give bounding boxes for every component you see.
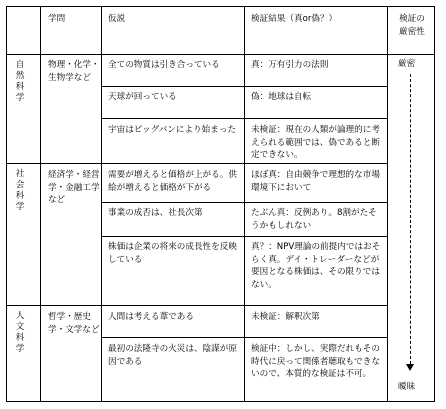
result-cell: 真：万有引力の法則 <box>251 60 329 70</box>
col-divider-2 <box>101 6 102 402</box>
hypothesis-cell: 宇宙はビッグバンにより始まった <box>108 125 237 135</box>
hypothesis-cell: 人間は考える葦である <box>108 312 194 322</box>
arrow-down-icon <box>406 364 414 371</box>
field-label: 経済学・経営学・金融工学など <box>48 170 100 205</box>
row-divider <box>101 337 387 338</box>
header-hypothesis: 仮説 <box>108 14 126 24</box>
hypothesis-cell: 株価は企業の将来の成長性を反映している <box>108 242 237 265</box>
row-divider <box>101 118 387 119</box>
header-result: 検証結果（真or偽？） <box>251 14 338 24</box>
result-cell: 未検証：現在の人類が論理的に考えられる範囲では、偽であると断定できない。 <box>251 125 380 160</box>
category-label: 社会科学 <box>15 169 25 212</box>
row-divider-group-2 <box>6 305 387 306</box>
category-label: 自然科学 <box>15 60 25 103</box>
category-label: 人文科学 <box>15 311 25 354</box>
col-divider-3 <box>244 6 245 402</box>
col-divider-4 <box>387 6 388 402</box>
rigor-bottom-label: 曖昧 <box>398 382 416 392</box>
result-cell: 真？：NPV理論の前提内ではおそらく真。デイ・トレーダーなどが要因となる株価は、その限りではない。 <box>251 242 381 290</box>
row-divider <box>101 202 387 203</box>
hypothesis-cell: 最初の法隆寺の火災は、陰謀が原因である <box>108 344 237 367</box>
result-cell: 検証中：しかし、実際だれもその時代に戻って関係者聴取もできないので、本質的な検証は不可。 <box>251 344 380 379</box>
hypothesis-cell: 需要が増えると価格が上がる。供給が増えると価格が下がる <box>108 170 237 193</box>
rigor-top-label: 厳密 <box>398 59 416 69</box>
row-divider <box>101 86 387 87</box>
row-divider <box>101 236 387 237</box>
result-cell: 未検証：解釈次第 <box>251 312 320 322</box>
row-divider-group-1 <box>6 163 387 164</box>
result-cell: たぶん真：反例あり。8割がたそうかもしれない <box>251 208 377 231</box>
row-divider-header <box>6 54 435 55</box>
field-label: 物理・化学・生物学など <box>48 60 100 83</box>
hypothesis-cell: 全ての物質は引き合っている <box>108 60 220 70</box>
hypothesis-cell: 天球が回っている <box>108 92 177 102</box>
result-cell: 偽：地球は自転 <box>251 92 312 102</box>
col-divider-1 <box>40 6 41 402</box>
header-rigor: 検証の 厳密性 <box>399 14 425 37</box>
hypothesis-cell: 事業の成否は、社長次第 <box>108 208 203 218</box>
field-label: 哲学・歴史学・文学など <box>48 312 100 335</box>
result-cell: ほぼ真：自由競争で理想的な市場環境下において <box>251 170 380 193</box>
rigor-scale-line <box>410 74 411 364</box>
header-field: 学問 <box>48 14 66 24</box>
